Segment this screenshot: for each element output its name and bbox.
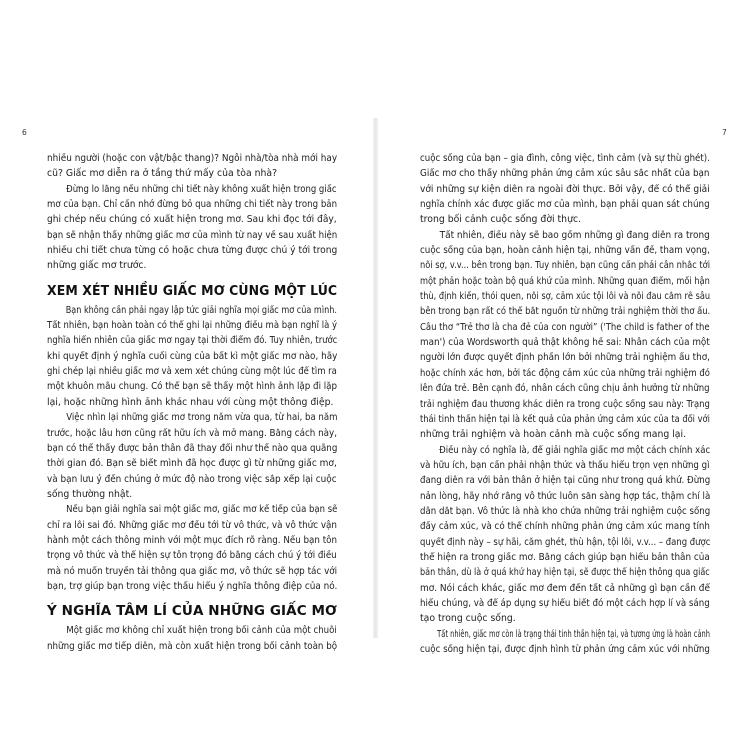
text-line: lên đứa trẻ. Bên cạnh đó, nhân cách cũng chịu ảnh hưởng từ những <box>420 383 710 395</box>
section-heading: Ý NGHĨA TÂM LÍ CỦA NHỮNG GIẤC MƠ <box>47 603 337 620</box>
text-line: bên trong bạn rất có thể bắt nguồn từ những trải nghiệm thời thơ ấu. <box>420 306 711 318</box>
text-line: hành một cách thông minh với một mục đích rõ ràng. Nếu bạn tôn <box>47 534 338 546</box>
text-line: thù, định kiến, thói quen, nỗi sợ, cảm xúc tội lỗi và nỗi đau cắm rễ sâu <box>420 291 711 303</box>
text-line: nghĩa chính xác được giấc mơ của mình, bạn phải quan sát chúng <box>420 199 710 211</box>
left-page-text <box>47 151 337 654</box>
text-line: những trải nghiệm và hoàn cảnh mà cuộc sống mang lại. <box>420 429 687 441</box>
text-line: lại, hoặc những hình ảnh khác nhau với cùng một thông điệp. <box>47 396 334 408</box>
page-number-right: 7 <box>722 128 727 137</box>
book-gutter <box>373 118 378 638</box>
text-line: man') của Wordsworth quả thật không hề sai: Nhân cách của một <box>420 337 710 349</box>
text-line: trong bối cảnh cuộc sống đời thực. <box>420 214 582 226</box>
text-line: chỉ ra lỗi sai đó. Những giấc mơ đều tới từ vô thức, và vô thức vận <box>47 519 337 531</box>
text-line: nghĩa hiển nhiên của giấc mơ ngay tại thời điểm đó. Tuy nhiên, trước <box>47 335 338 347</box>
text-line: nhiều người (hoặc con vật/bậc thang)? Ngôi nhà/tòa nhà mới hay <box>47 153 338 164</box>
text-line: sống thường nhật. <box>47 488 133 500</box>
text-line: Điều này có nghĩa là, để giải nghĩa giấc mơ một cách chính xác <box>439 444 711 456</box>
text-line: và hữu ích, bạn cần phải nhận thức và thấu hiểu trọn vẹn những gì <box>420 459 710 471</box>
text-line: cuộc sống của bạn, hoàn cảnh hiện tại, những vấn đề, tham vọng, <box>420 245 710 257</box>
text-line: trải nghiệm đau thương khác diễn ra trong cuộc sống sau này: Trạng <box>420 398 710 410</box>
text-line: và bạn lưu ý đến chúng ở mức độ nào trong việc sắp xếp lại cuộc <box>47 473 337 485</box>
text-line: mơ. Nói cách khác, giấc mơ đem đến tất cả những gì bạn cần để <box>420 582 710 594</box>
text-line: cuộc sống hiện tại, được định hình từ phản ứng cảm xúc với những <box>420 644 710 655</box>
text-line: thể hiện ra trong giấc mơ. Bằng cách giúp bạn hiểu bản thân của <box>420 551 710 563</box>
text-line: thời gian đó. Bạn sẽ biết mình đã học được gì từ những giấc mơ, <box>47 458 337 470</box>
text-line: những giấc mơ tiếp diễn, mà còn xuất hiện trong bối cảnh toàn bộ <box>47 640 338 652</box>
right-page-text <box>420 151 710 657</box>
text-line: ghi chép lại nhiều giấc mơ và xem xét chúng cùng một lúc để tìm ra <box>47 366 337 378</box>
page-number-left: 6 <box>22 128 27 137</box>
text-line: hiểu chúng, và để áp dụng sự hiểu biết đó một cách hợp lí và sáng <box>420 597 710 609</box>
text-line: Việc nhìn lại những giấc mơ trong năm vừa qua, từ hai, ba năm <box>66 412 338 424</box>
text-line: Tất nhiên, bạn hoàn toàn có thể ghi lại những điều mà bạn nghĩ là ý <box>47 320 338 332</box>
text-line: những giấc mơ trước. <box>47 260 147 272</box>
section-heading: XEM XÉT NHIỀU GIẤC MƠ CÙNG MỘT LÚC <box>47 282 338 299</box>
text-line: nỗi sợ, v.v... bên trong bạn. Tuy nhiên, bạn cũng cần phải cân nhắc tới <box>420 260 710 272</box>
text-line: Đừng lo lắng nếu những chi tiết này không xuất hiện trong giấc <box>66 183 337 195</box>
text-line: bản thân, dù là ở quá khứ hay hiện tại, sẽ được thể hiện thông qua giấc <box>420 567 710 579</box>
text-line: một phản hoặc toàn bộ quá khứ của mình. Những quan điểm, mối hận <box>420 275 710 287</box>
text-line: tạo trong cuộc sống. <box>420 613 516 625</box>
text-line: quyết định này – sự hãi, căm ghét, thù hận, tội lỗi, v.v... – đang được <box>420 536 711 548</box>
text-line: Câu thơ “Trẻ thơ là cha đẻ của con người” ('The child is father of the <box>420 321 710 333</box>
text-line: nản lòng, hãy nhớ rằng vô thức luôn sẵn sàng hợp tác, thậm chí là <box>420 490 711 502</box>
text-line: Một giấc mơ không chỉ xuất hiện trong bối cảnh của một chuỗi <box>66 625 337 637</box>
text-line: với những sự kiện diễn ra ngoài đời thực. Bởi vậy, để có thể giải <box>420 183 710 195</box>
text-line: đầy cảm xúc, và có thể chính những phản ứng cảm xúc mang tính <box>420 521 710 533</box>
text-line: bạn, trợ giúp bạn trong việc thấu hiểu ý nghĩa thông điệp của nó. <box>47 580 338 592</box>
text-line: Giấc mơ cho thấy những phản ứng cảm xúc sâu sắc nhất của bạn <box>420 168 710 180</box>
text-line: một khuôn mẫu chung. Có thể bạn sẽ thấy một hình ảnh lặp đi lặp <box>47 381 338 393</box>
text-line: bạn sẽ nhận thấy những giấc mơ của mình từ nay về sau xuất hiện <box>47 229 338 241</box>
text-line: mà nó muốn truyền tải thông qua giấc mơ, vô thức sẽ hợp tác với <box>47 565 338 577</box>
text-line: Tất nhiên, giấc mơ còn là trạng thái tinh thần hiện tại, và tương ứng là hoàn cảnh <box>437 628 711 640</box>
text-line: nhiều chi tiết chưa từng có hoặc chưa từng được chú ý tới trong <box>47 245 338 257</box>
text-line: Tất nhiên, điều này sẽ bao gồm những gì đang diễn ra trong <box>439 229 710 241</box>
text-line: trước, hoặc lâu hơn cũng rất hữu ích và mở mang. Bằng cách này, <box>47 427 337 439</box>
text-line: Nếu bạn giải nghĩa sai một giấc mơ, giấc mơ kế tiếp của bạn sẽ <box>66 504 338 516</box>
text-line: đang diễn ra với bản thân ở hiện tại cũng như trong quá khứ. Đừng <box>420 475 711 487</box>
text-line: Bạn không cần phải ngay lập tức giải nghĩa mọi giấc mơ của mình. <box>65 304 337 316</box>
text-line: khi quyết định ý nghĩa cuối cùng của bất kì một giấc mơ nào, hãy <box>47 350 338 362</box>
text-line: ghi chép nếu chúng có xuất hiện trong mơ. Sau khi đọc tới đây, <box>47 214 337 226</box>
text-line: dẫn dắt bạn. Vô thức là nhà kho chứa những trải nghiệm cuộc sống <box>420 505 711 517</box>
text-line: thái tinh thần hiện tại là kết quả của phản ứng cảm xúc của ta đối với <box>420 413 710 425</box>
text-line: cũ? Giấc mơ diễn ra ở tầng thứ mấy của tòa nhà? <box>47 168 278 180</box>
text-line: người lớn được quyết định phần lớn bởi những trải nghiệm ấu thơ, <box>420 352 710 364</box>
text-line: mơ của bạn. Chỉ cần nhớ đừng bỏ qua những chi tiết này trong bản <box>47 199 338 211</box>
text-line: trọng vô thức và thể hiện sự tôn trọng đó bằng cách chú ý tới điều <box>47 550 337 562</box>
text-line: bạn có thể thấy được bản thân đã thay đổi như thế nào qua quãng <box>47 442 338 454</box>
text-line: cuộc sống của bạn – gia đình, công việc, tình cảm (và sự thù ghét). <box>420 153 710 164</box>
text-line: hoặc chính xác hơn, bởi tác động cảm xúc của những trải nghiệm đó <box>420 367 710 379</box>
